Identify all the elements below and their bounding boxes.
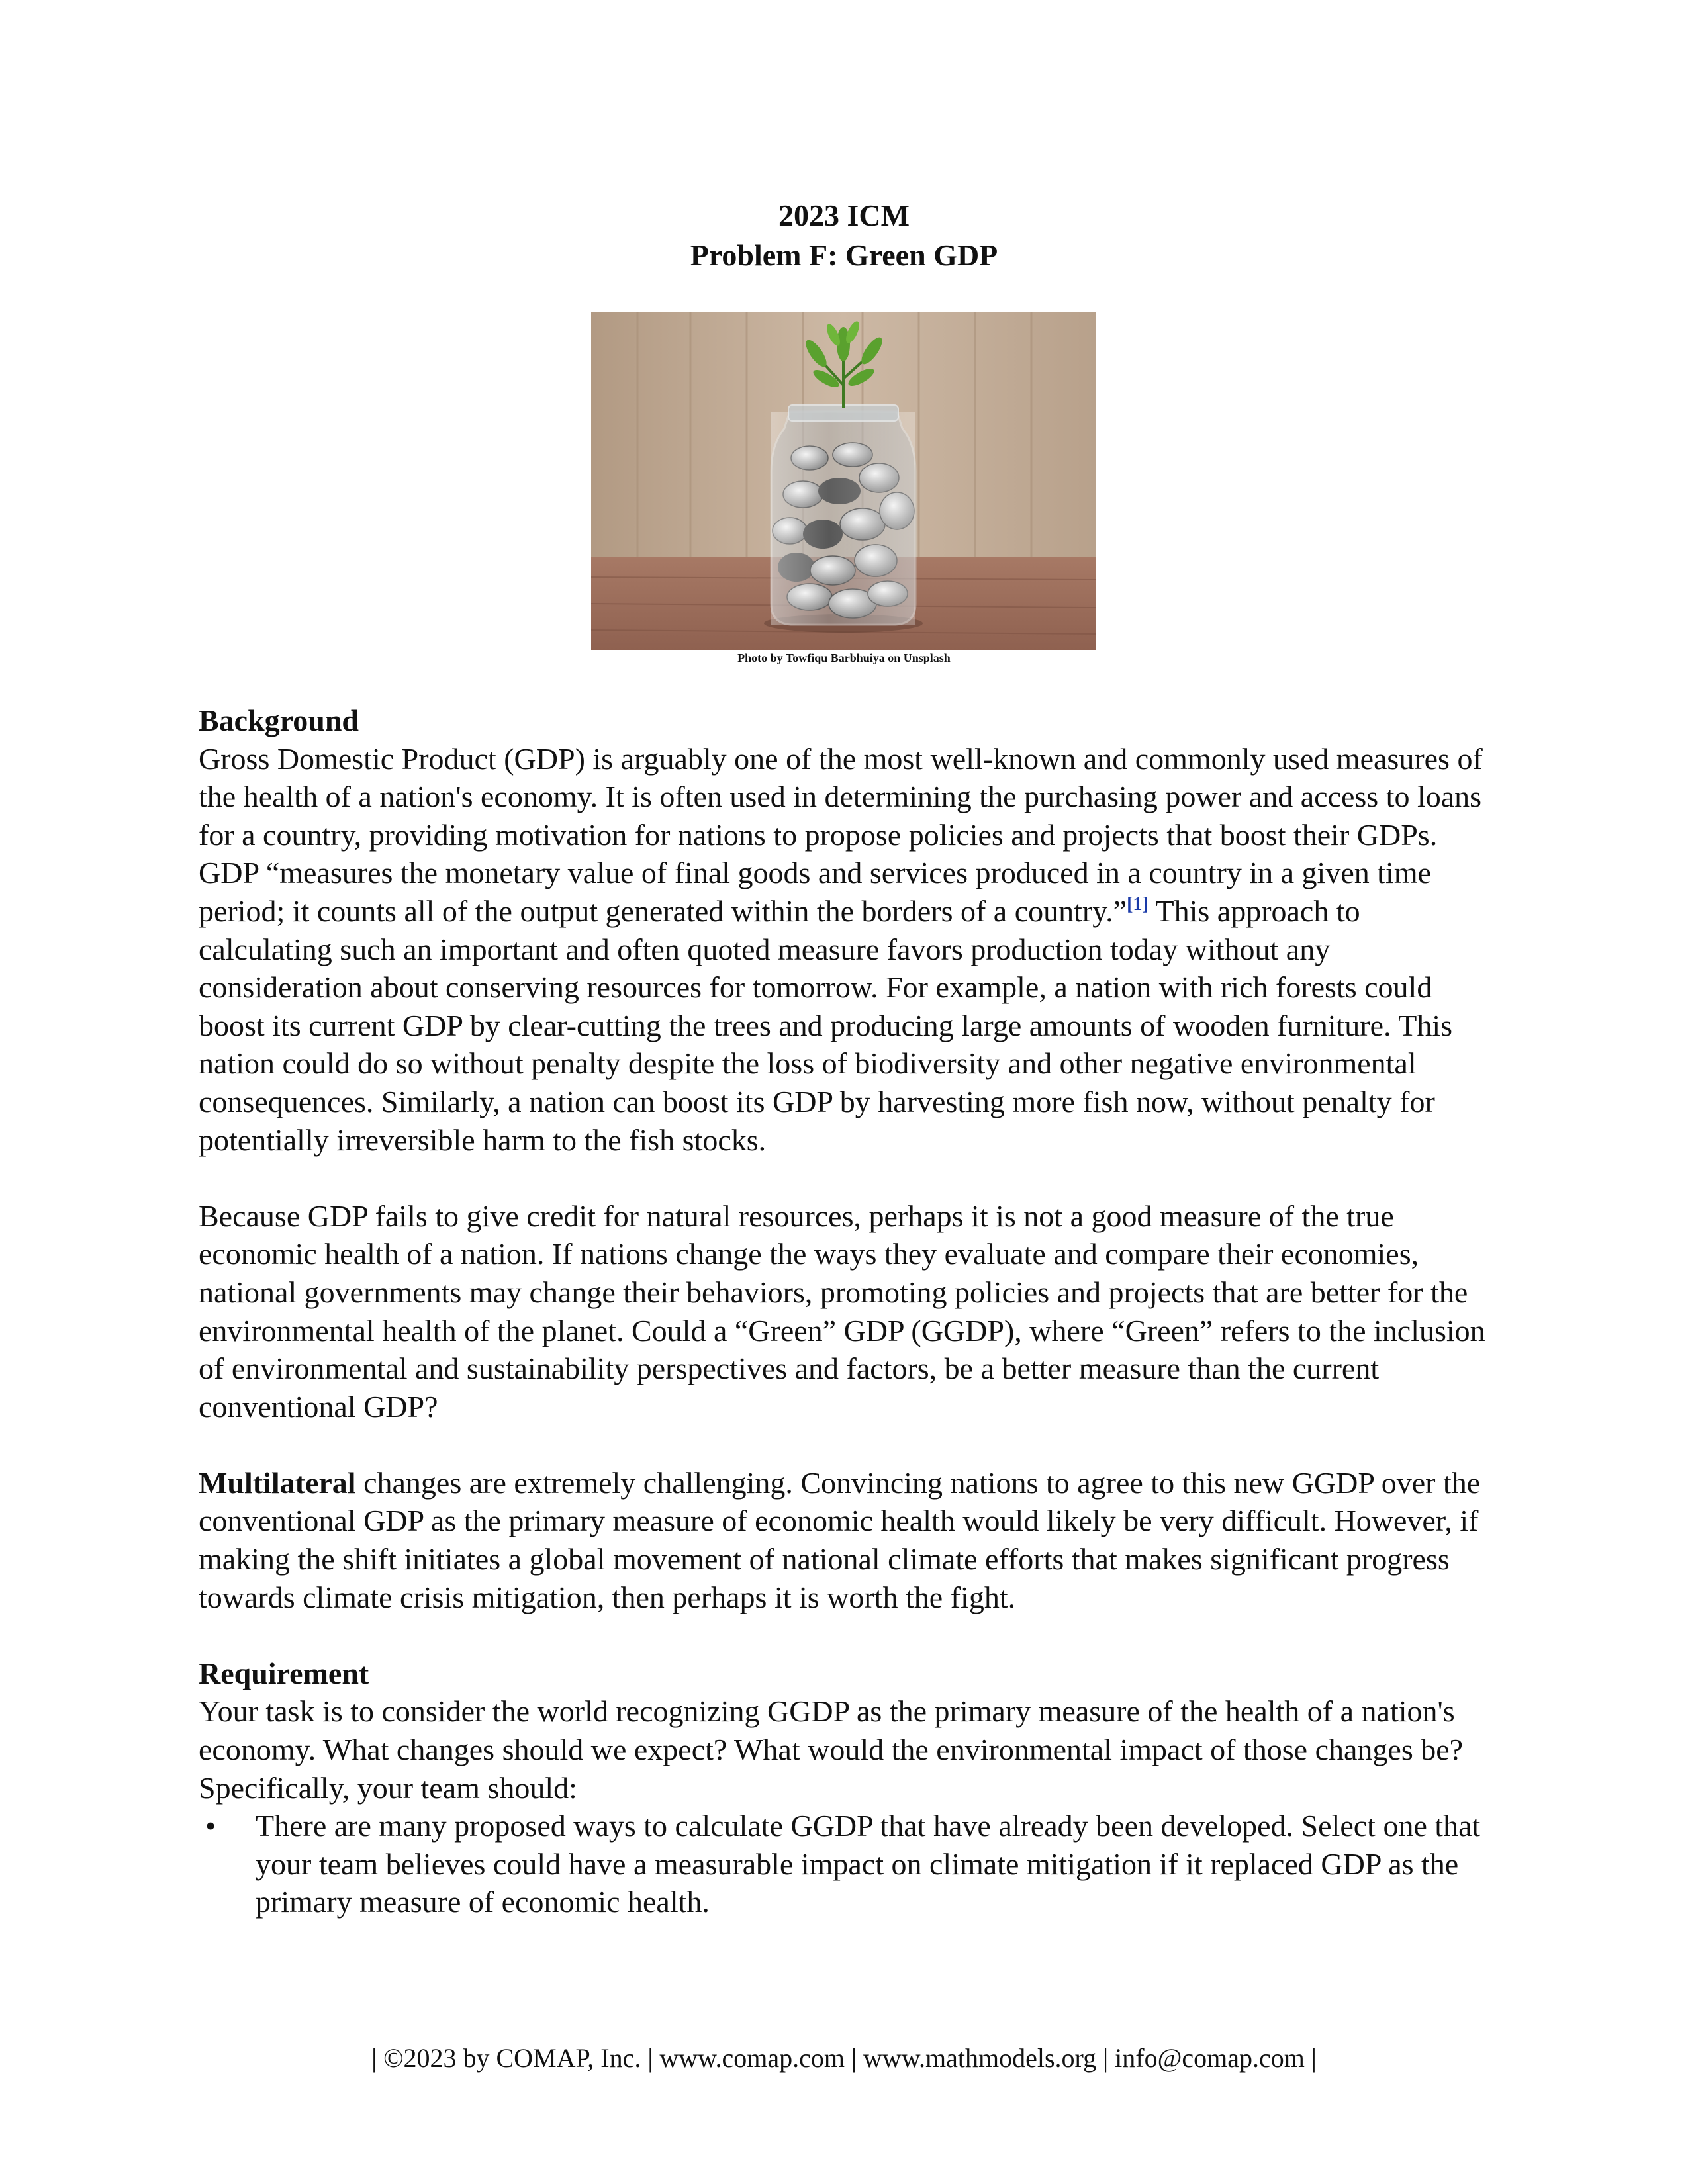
title-year: 2023 ICM (778, 199, 910, 232)
background-paragraph-3 (199, 1464, 1496, 1616)
page-footer: | ©2023 by COMAP, Inc. | www.comap.com | www.mathmodels.org | info@comap.com | (371, 2043, 1317, 2073)
background-paragraph-1 (199, 740, 1496, 1160)
requirement-list-item (199, 1807, 1496, 1921)
jar-photo (591, 312, 1096, 650)
problem-body (199, 702, 1496, 1921)
title-problem: Problem F: Green GDP (690, 238, 998, 272)
background-heading: Background (199, 704, 359, 737)
background-paragraph-2: Because GDP fails to give credit for natural resources, perhaps it is not a good measure of the true economic health of a nation. If nations change the ways they evaluate and compare their economies, national governments may change their behaviors, promoting policies and projects that are better for the environmental health of the planet. Could a “Green” GDP (GGDP), where “Green” refers to the inclusion of environmental and sustainability perspectives and factors, be a better measure than the current conventional GDP? (199, 1199, 1485, 1424)
citation-link-1[interactable]: [1] (1127, 893, 1149, 915)
background-p3-text: changes are extremely challenging. Convincing nations to agree to this new GGDP over the conventional GDP as the primary measure of economic health would likely be very difficult. However, if making the shift initiates a global movement of national climate efforts that makes significant progress towards climate crisis mitigation, then perhaps it is worth the fight. (199, 1465, 1481, 1614)
photo-caption: Photo by Towfiqu Barbhuiya on Unsplash (737, 651, 951, 664)
problem-title (0, 196, 1688, 275)
background-p1-text-continued: This approach to calculating such an important and often quoted measure favors production today without any consideration about conserving resources for tomorrow. For example, a nation with rich forests could boost its current GDP by clear-cutting the trees and producing large amounts of wooden furniture. This nation could do so without penalty despite the loss of biodiversity and other negative environmental consequences. Similarly, a nation can boost its GDP by harvesting more fish now, without penalty for potentially irreversible harm to the fish stocks. (199, 893, 1452, 1157)
requirement-bullet-text: There are many proposed ways to calculate GGDP that have already been developed. Select one that your team believes could have a measurable impact on climate mitigation if it replaced GDP as the primary measure of economic health. (256, 1809, 1481, 1919)
requirement-intro: Your task is to consider the world recognizing GGDP as the primary measure of the health of a nation's economy. What changes should we expect? What would the environmental impact of those changes be? Specifically, your team should: (199, 1694, 1464, 1805)
requirement-heading: Requirement (199, 1656, 369, 1690)
multilateral-term: Multilateral (199, 1465, 356, 1500)
background-p1-text: Gross Domestic Product (GDP) is arguably one of the most well-known and commonly used measures of the health of a nation's economy. It is often used in determining the purchasing power and access to loans for a country, providing motivation for nations to propose policies and projects that boost their GDPs. GDP “measures the monetary value of final goods and services produced in a country in a given time period; it counts all of the output generated within the borders of a country.” (199, 741, 1483, 928)
bullet-icon: • (205, 1809, 216, 1843)
